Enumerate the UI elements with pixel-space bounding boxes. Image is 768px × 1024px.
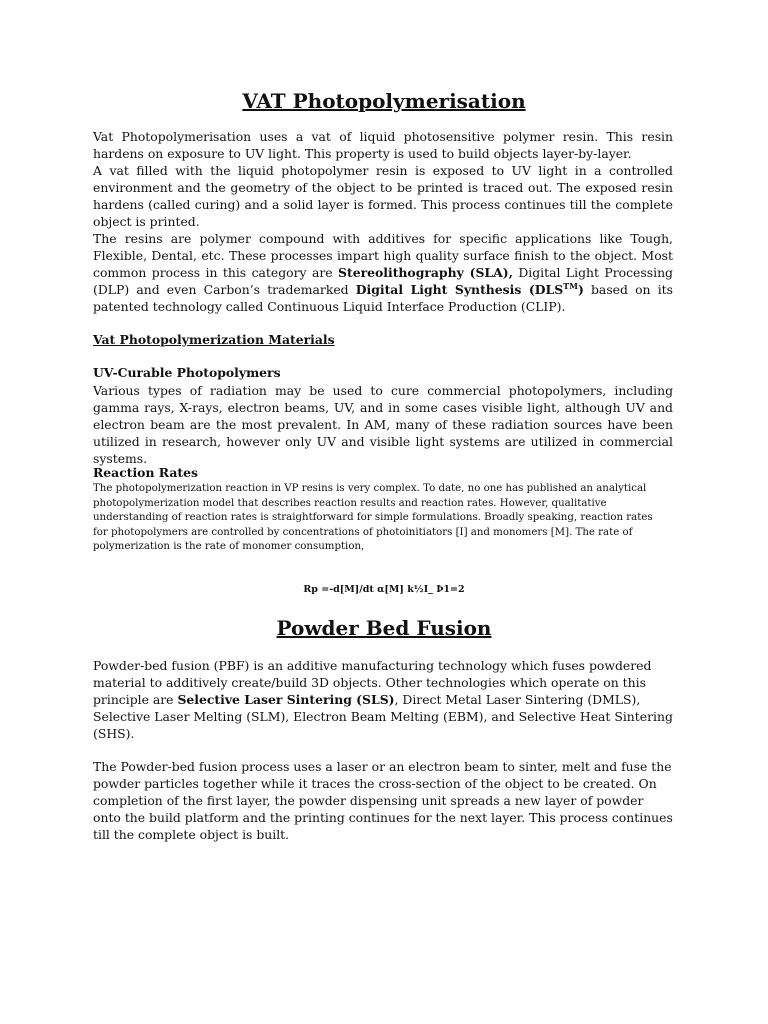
materials-heading: Vat Photopolymerization Materials (93, 332, 335, 347)
resins-text-1: The resins are polymer compound with additives for specific applications like Tough, Flexible, Dental, etc. These processes impart high quality surface finish to the object. Most common process in this category are (93, 231, 673, 280)
vat-intro-paragraph: Vat Photopolymerisation uses a vat of liquid photosensitive polymer resin. This resin hardens on exposure to UV light. This property is used to build objects layer-by-layer. (93, 129, 673, 161)
dls-term-close: ) (577, 282, 584, 297)
trademark-sup: TM (563, 280, 578, 291)
sla-term: Stereolithography (SLA), (338, 265, 513, 280)
dls-term (356, 282, 584, 297)
resins-text-3: based on its patented technology called Continuous Liquid Interface Production (CLIP). (93, 282, 673, 314)
vat-process-paragraph: A vat filled with the liquid photopolymer resin is exposed to UV light in a controlled environment and the geometry of the object to be printed is traced out. The exposed resin hardens (called curing) and a solid layer is formed. This process continues till the complete object is printed. (93, 163, 673, 229)
uv-photopolymers-paragraph: Various types of radiation may be used to cure commercial photopolymers, including gamma rays, X-rays, electron beams, UV, and in some cases visible light, although UV and electron beam are the most prevalent. In AM, many of these radiation sources have been utilized in research, however only UV and visible light systems are utilized in commercial systems. (93, 383, 673, 466)
rate-equation: Rp =-d[M]/dt α[M] k½I_ Þ1=2 (303, 584, 465, 595)
section-title-pbf: Powder Bed Fusion (276, 616, 492, 640)
sls-term: Selective Laser Sintering (SLS) (177, 692, 395, 707)
pbf-text-2: , Direct Metal Laser Sintering (DMLS), Selective Laser Melting (SLM), Electron Beam Melting (EBM), and Selective Heat Sintering (SHS). (93, 692, 673, 741)
resins-text-2: Digital Light Processing (DLP) and even Carbon’s trademarked (93, 265, 673, 297)
pbf-text-1: Powder-bed fusion (PBF) is an additive manufacturing technology which fuses powdered material to additively create/build 3D objects. Other technologies which operate on this principle are (93, 658, 652, 707)
pbf-intro-paragraph (93, 657, 673, 742)
vat-resins-paragraph (93, 230, 673, 315)
reaction-rates-heading: Reaction Rates (93, 465, 198, 480)
dls-term-text: Digital Light Synthesis (DLS (355, 282, 564, 297)
section-title-vat: VAT Photopolymerisation (242, 89, 526, 113)
pbf-process-paragraph: The Powder-bed fusion process uses a laser or an electron beam to sinter, melt and fuse the powder particles together while it traces the cross-section of the object to be created. On completion of the first layer, the powder dispensing unit spreads a new layer of powder onto the build platform and the printing continues for the next layer. This process continues till the complete object is built. (93, 759, 673, 842)
uv-photopolymers-heading: UV-Curable Photopolymers (93, 365, 281, 380)
reaction-rates-paragraph: The photopolymerization reaction in VP resins is very complex. To date, no one has published an analytical photopolymerization model that describes reaction results and reaction rates. However, qualitative understanding of reaction rates is straightforward for simple formulations. Broadly speaking, reaction rates for photopolymers are controlled by concentrations of photoinitiators [I] and monomers [M]. The rate of polymerization is the rate of monomer consumption, (93, 483, 653, 552)
